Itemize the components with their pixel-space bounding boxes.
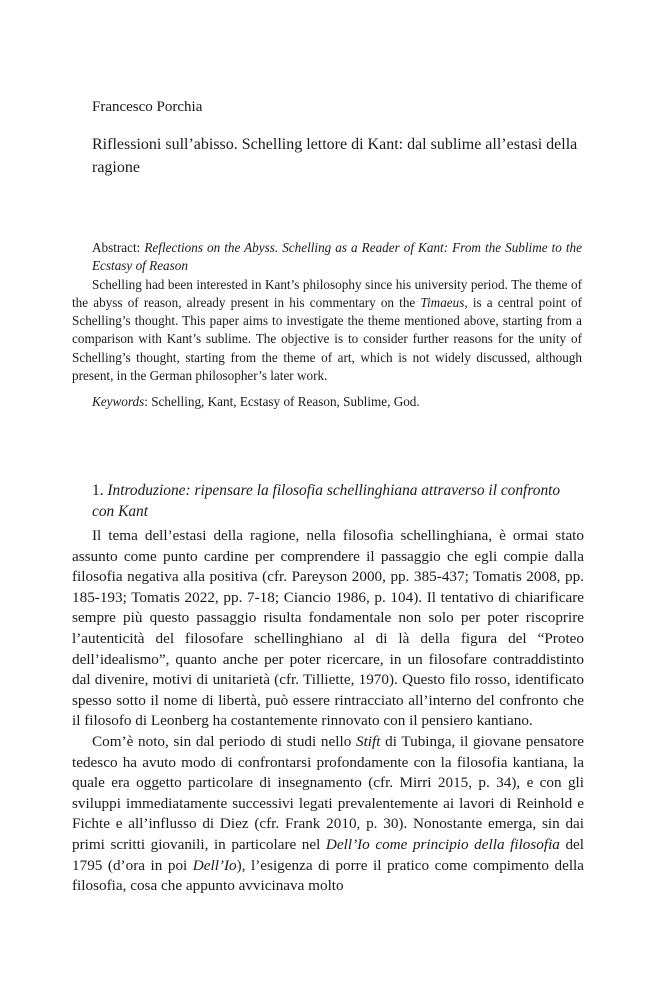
keywords-line — [72, 393, 582, 411]
abstract-label: Abstract: — [92, 240, 145, 255]
body-paragraph-1: Il tema dell’estasi della ragione, nella filosofia schellinghiana, è ormai stato assunto come punto cardine per comprendere il passaggio che egli compie dalla filosofia negativa alla positiva (cfr. Pareyson 2000, pp. 385-437; Tomatis 2008, pp. 185-193; Tomatis 2022, pp. 7-18; Ciancio 1986, p. 104). Il tentativo di chiarificare sempre più questo passaggio risulta fondamentale non solo per poter riscoprire l’autenticità del filosofare schellinghiano al di là della figura del “Proteo dell’idealismo”, quanto anche per poter ricercare, in un filosofare contraddistinto dal divenire, motivi di unitarietà (cfr. Tilliette, 1970). Questo filo rosso, identificato spesso sotto il nome di libertà, può essere rintracciato all’interno del confronto che il filosofo di Leonberg ha costantemente rinnovato con il pensiero kantiano. — [72, 527, 584, 730]
author-name: Francesco Porchia — [92, 99, 203, 115]
abstract-text-italic: Timaeus — [420, 294, 465, 310]
paragraph-2-text-2: di Tubinga, il giovane pensatore tedesco ha avuto modo di confrontarsi profondamente con la filosofia kantiana, la quale era oggetto particolare di insegnamento (cfr. Mirri 2015, p. 34), e con gli sviluppi immediatamente successivi legati prevalentemente ai lavori di Reinhold e Fichte e all’influsso di Diez (cfr. Frank 2010, p. 30). Nonostante emerga, sin dai primi scritti giovanili, in particolare nel — [72, 732, 584, 853]
paragraph-2-text-4: ), l’esigenza di porre il pratico come compimento della filosofia, cosa che appunto avvicinava molto — [72, 856, 584, 895]
abstract-text-part-1: Schelling had been interested in Kant’s philosophy since his university period. The theme of the abyss of reason, already present in his commentary on the — [72, 276, 582, 310]
body-paragraph-2 — [72, 732, 584, 897]
abstract-text — [72, 276, 582, 386]
paragraph-2-italic-1: Stift — [355, 732, 381, 750]
section-title: Introduzione: ripensare la filosofia schellinghiana attraverso il confronto con Kant — [92, 482, 561, 520]
keywords-label: Keywords — [92, 394, 145, 410]
paragraph-2-text-1: Com’è noto, sin dal periodo di studi nello — [92, 732, 356, 750]
body-text — [72, 526, 584, 897]
paragraph-2-text-3: del 1795 (d’ora in poi — [72, 835, 585, 874]
paragraph-2-italic-2: Dell’Io come principio della filosofia — [325, 835, 560, 853]
abstract-section — [72, 239, 582, 412]
paper-title: Riflessioni sull’abisso. Schelling lettore di Kant: dal sublime all’estasi della ragione — [92, 136, 578, 176]
abstract-heading — [72, 239, 582, 276]
abstract-english-title: Reflections on the Abyss. Schelling as a Reader of Kant: From the Sublime to the Ecstasy of Reason — [92, 240, 583, 274]
section-heading — [92, 480, 582, 522]
section-number: 1. — [92, 482, 108, 499]
paragraph-2-italic-3: Dell’Io — [192, 856, 237, 874]
keywords-text: : Schelling, Kant, Ecstasy of Reason, Sublime, God. — [144, 394, 420, 410]
abstract-text-part-2: , is a central point of Schelling’s thought. This paper aims to investigate the theme mentioned above, starting from a comparison with Kant’s sublime. The objective is to consider further reasons for the unity of Schelling’s thought, starting from the theme of art, which is not widely discussed, although present, in the German philosopher’s later work. — [72, 294, 582, 384]
